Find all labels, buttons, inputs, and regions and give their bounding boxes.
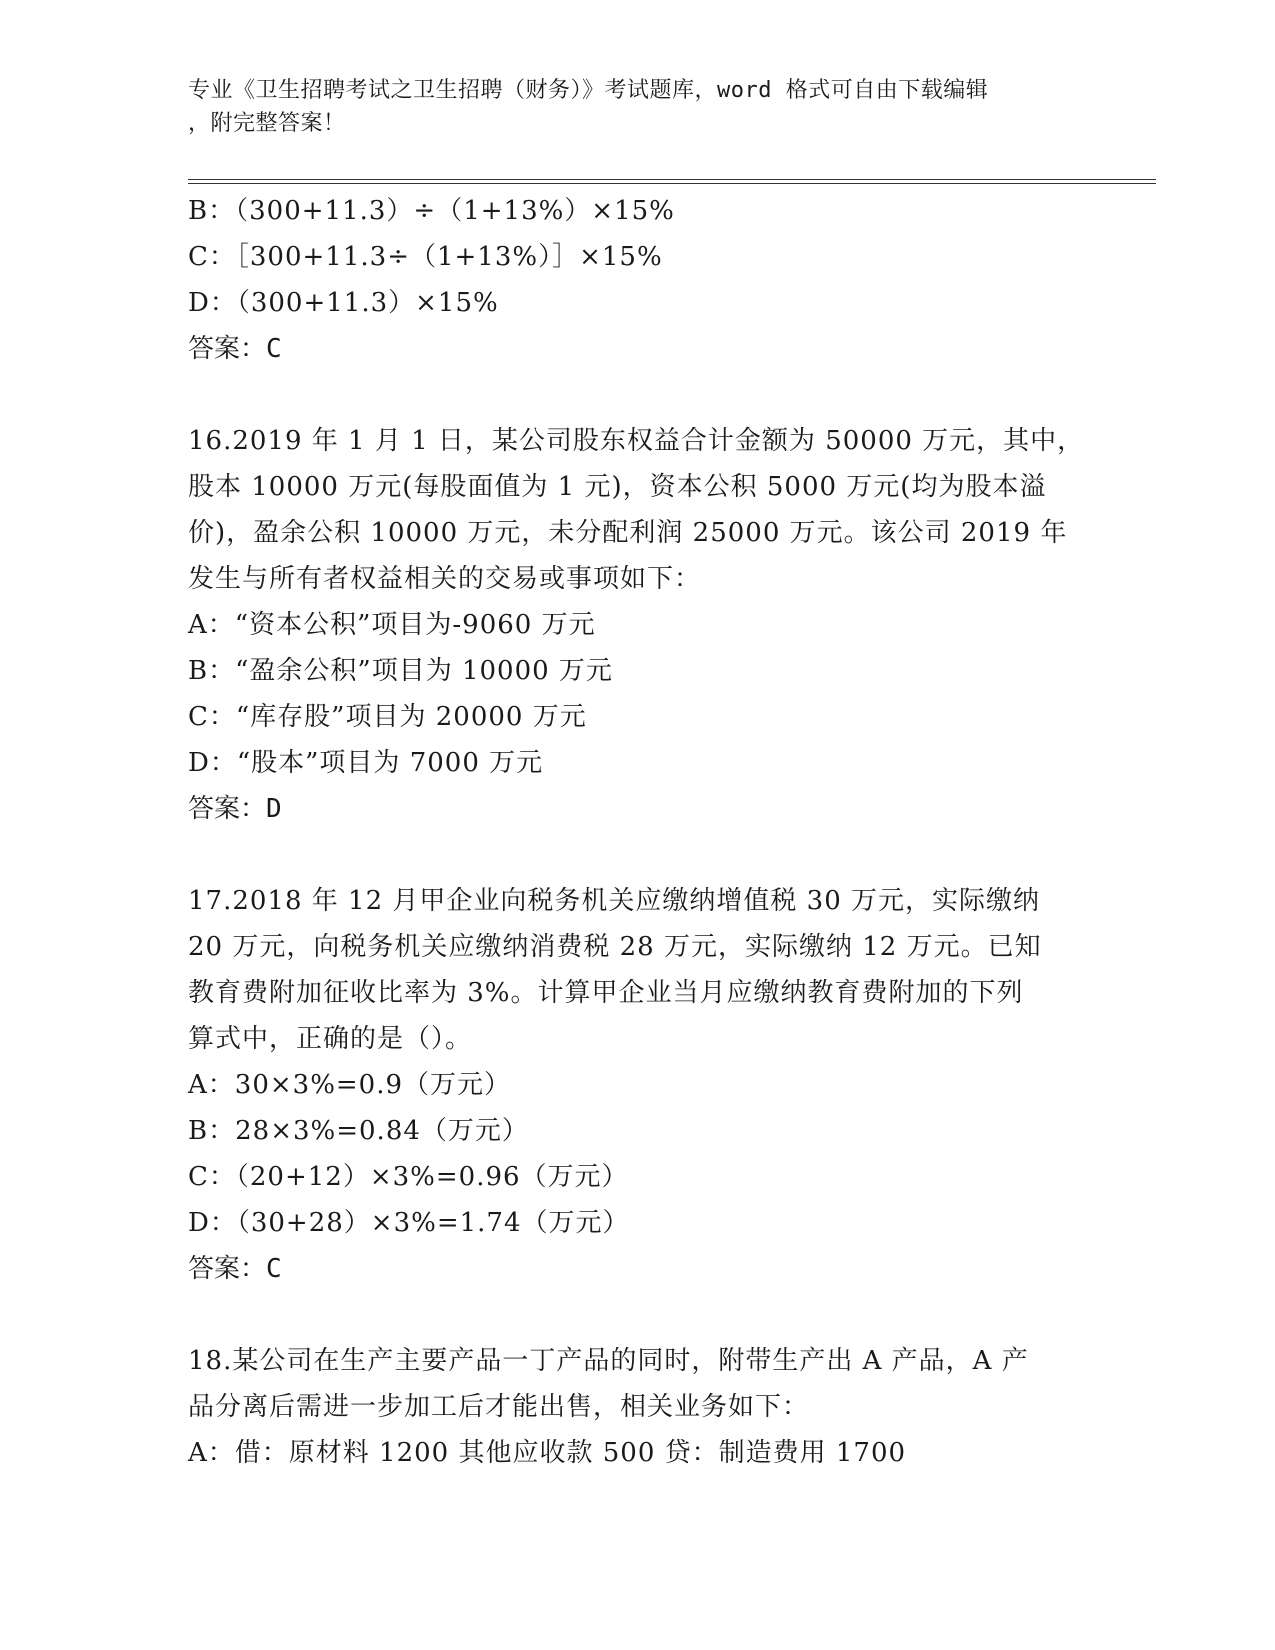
option-b: B：（300+11.3）÷（1+13%）×15% <box>188 196 675 226</box>
spacer <box>188 832 1088 878</box>
option-c: C：［300+11.3÷（1+13%）］×15% <box>188 242 663 272</box>
question-stem-line: 品分离后需进一步加工后才能出售，相关业务如下： <box>188 1392 810 1422</box>
answer: 答案：D <box>188 794 282 824</box>
question-stem-line: 18.某公司在生产主要产品一丁产品的同时，附带生产出 A 产品，A 产 <box>188 1346 1029 1376</box>
question-list <box>188 188 1088 1476</box>
option-d: D：（300+11.3）×15% <box>188 288 499 318</box>
question-stem-line: 发生与所有者权益相关的交易或事项如下： <box>188 564 702 594</box>
header-divider-bottom <box>188 183 1156 184</box>
question-17 <box>188 878 1088 1292</box>
answer: 答案：C <box>188 1254 282 1284</box>
header-line-1: 专业《卫生招聘考试之卫生招聘（财务）》考试题库，word 格式可自由下载编辑 <box>188 78 989 103</box>
header-divider-top <box>188 179 1156 180</box>
header-line-2: ，附完整答案！ <box>188 111 346 136</box>
option-d: D：“股本”项目为 7000 万元 <box>188 748 544 778</box>
question-stem-line: 教育费附加征收比率为 3%。计算甲企业当月应缴纳教育费附加的下列 <box>188 978 1024 1008</box>
question-stem-line: 价)，盈余公积 10000 万元，未分配利润 25000 万元。该公司 2019 年 <box>188 518 1068 548</box>
option-c: C：（20+12）×3%=0.96（万元） <box>188 1162 629 1192</box>
option-a: A：“资本公积”项目为-9060 万元 <box>188 610 596 640</box>
option-b: B：28×3%=0.84（万元） <box>188 1116 529 1146</box>
question-stem-line: 20 万元，向税务机关应缴纳消费税 28 万元，实际缴纳 12 万元。已知 <box>188 932 1042 962</box>
question-stem-line: 17.2018 年 12 月甲企业向税务机关应缴纳增值税 30 万元，实际缴纳 <box>188 886 1041 916</box>
option-c: C：“库存股”项目为 20000 万元 <box>188 702 587 732</box>
document-header <box>188 74 1088 140</box>
option-b: B：“盈余公积”项目为 10000 万元 <box>188 656 613 686</box>
spacer <box>188 1292 1088 1338</box>
question-15 <box>188 188 1088 372</box>
question-stem-line: 算式中，正确的是（）。 <box>188 1024 473 1054</box>
question-18 <box>188 1338 1088 1476</box>
question-stem-line: 股本 10000 万元(每股面值为 1 元)，资本公积 5000 万元(均为股本溢 <box>188 472 1047 502</box>
option-a: A：借：原材料 1200 其他应收款 500 贷：制造费用 1700 <box>188 1438 907 1468</box>
option-a: A：30×3%=0.9（万元） <box>188 1070 512 1100</box>
question-16 <box>188 418 1088 832</box>
question-stem-line: 16.2019 年 1 月 1 日，某公司股东权益合计金额为 50000 万元，其中， <box>188 426 1085 456</box>
spacer <box>188 372 1088 418</box>
option-d: D：（30+28）×3%=1.74（万元） <box>188 1208 630 1238</box>
answer: 答案：C <box>188 334 282 364</box>
